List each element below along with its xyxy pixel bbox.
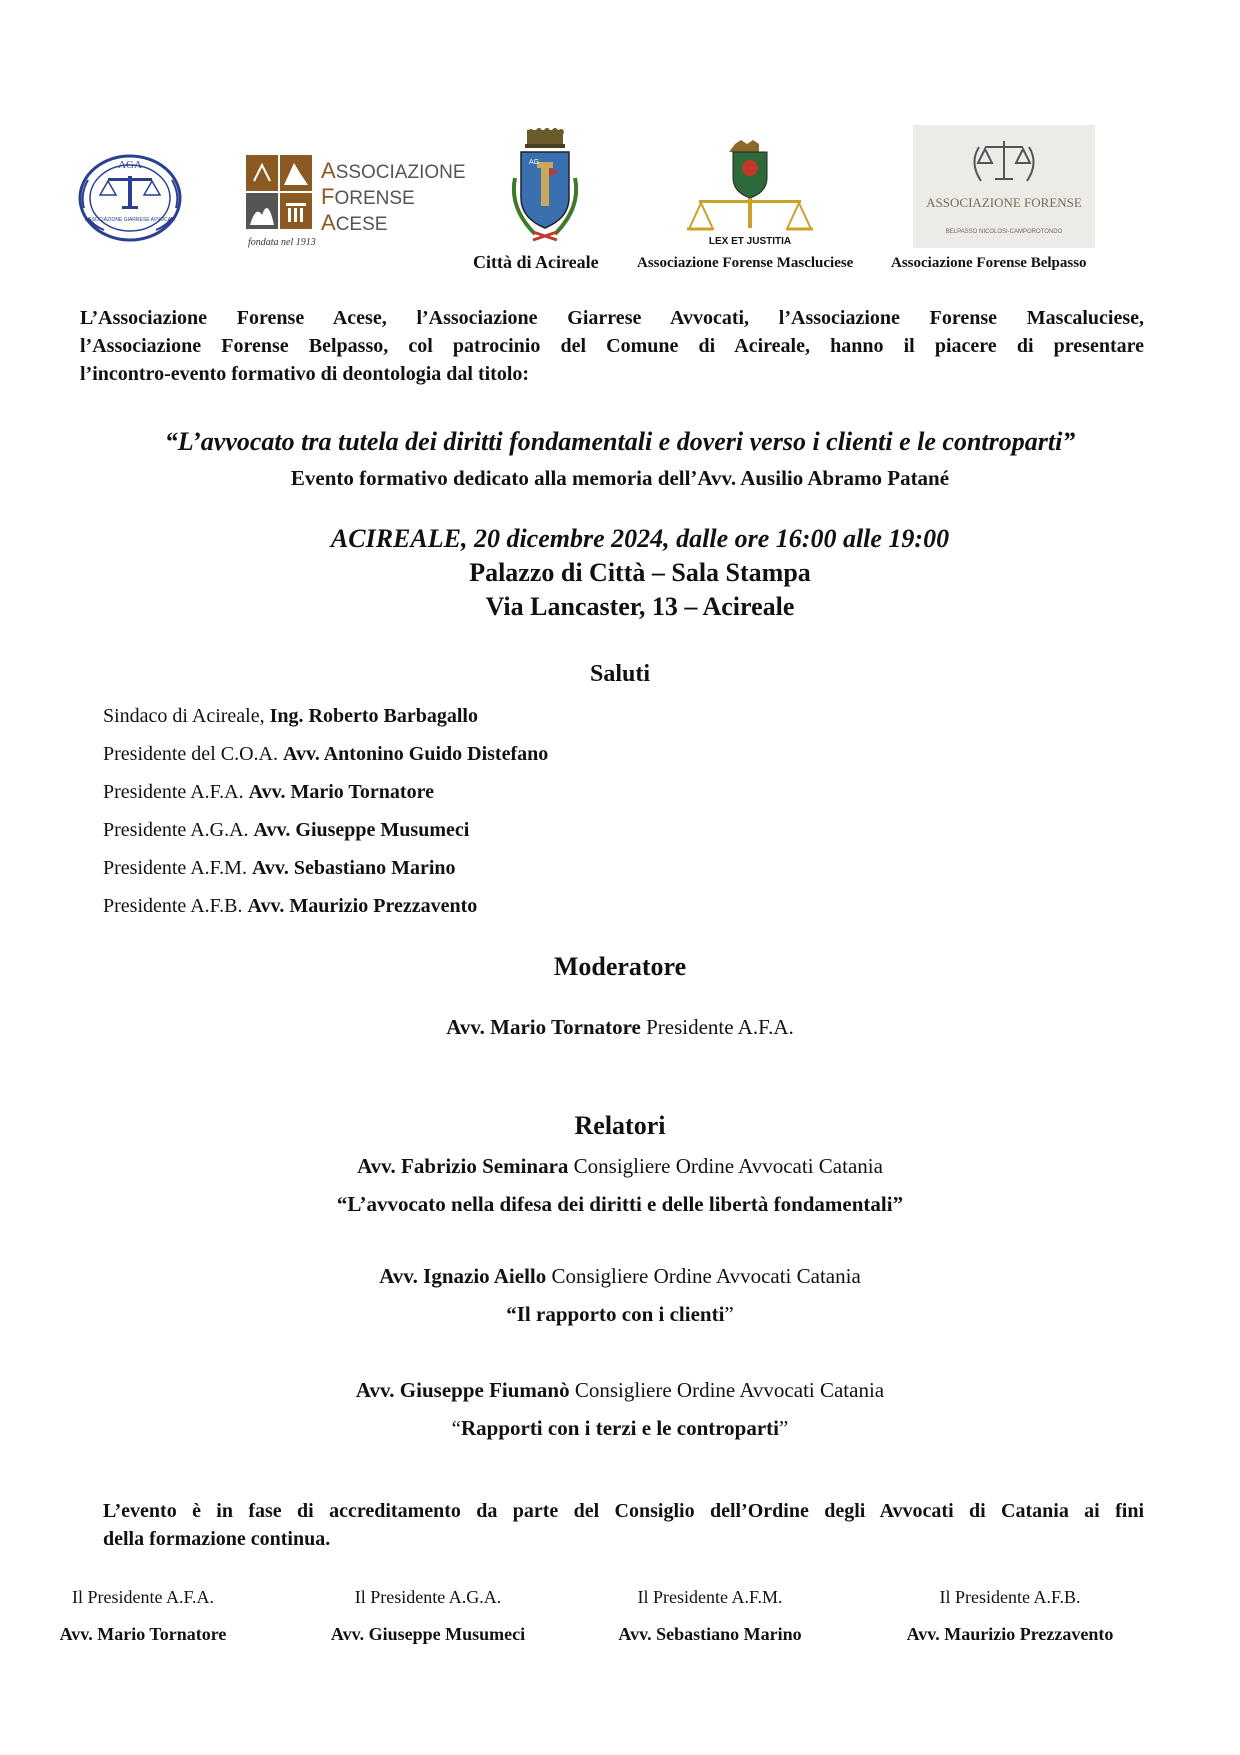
talk-title: “L’avvocato nella difesa dei diritti e delle libertà fondamentali”: [336, 1192, 904, 1216]
afa-line3: CESE: [335, 214, 388, 235]
saluti-role: Sindaco di Acireale,: [103, 705, 270, 727]
relatore-role: Consigliere Ordine Avvocati Catania: [568, 1154, 883, 1178]
relatore-talk: [0, 1302, 1240, 1327]
relatore-name: Avv. Ignazio Aiello: [379, 1264, 547, 1288]
intro-paragraph: [80, 304, 1144, 388]
saluti-name: Avv. Mario Tornatore: [248, 781, 434, 803]
afm-motto: LEX ET JUSTITIA: [708, 236, 792, 247]
afa-line2: ORENSE: [334, 188, 415, 209]
afa-initial-2: F: [321, 184, 335, 209]
caption-acireale: Città di Acireale: [473, 252, 599, 272]
intro-line-3: l’incontro-evento formativo di deontologia dal titolo:: [80, 363, 530, 385]
saluti-role: Presidente A.F.B.: [103, 895, 248, 917]
accreditamento-note: [103, 1497, 1144, 1553]
relatore-role: Consigliere Ordine Avvocati Catania: [569, 1378, 885, 1402]
saluti-item: [103, 857, 456, 880]
afa-initial-1: A: [321, 158, 336, 183]
accreditamento-line-2: della formazione continua.: [103, 1528, 331, 1550]
caption-afm: Associazione Forense Mascluciese: [637, 255, 854, 271]
logo-aga: [70, 148, 190, 248]
signature-name: Avv. Maurizio Prezzavento: [906, 1624, 1114, 1644]
logo-afa: [246, 155, 466, 250]
talk-close-quote: ”: [779, 1416, 789, 1440]
relatore-role: Consigliere Ordine Avvocati Catania: [546, 1264, 861, 1288]
intro-line-2: l’Associazione Forense Belpasso, col patrocinio del Comune di Acireale, hanno il piacere di presentare: [80, 335, 1144, 357]
talk-title: Rapporti con i terzi e le controparti: [460, 1416, 780, 1440]
event-dedication: Evento formativo dedicato alla memoria dell’Avv. Ausilio Abramo Patané: [290, 466, 950, 490]
saluti-item: [103, 895, 477, 918]
signature-name: Avv. Giuseppe Musumeci: [330, 1624, 526, 1644]
moderatore-name: Avv. Mario Tornatore: [446, 1015, 641, 1039]
signature-title: Il Presidente A.F.A.: [71, 1587, 215, 1607]
talk-title: “Il rapporto con i clienti: [506, 1302, 725, 1326]
relatore-line: [0, 1154, 1240, 1179]
afb-sub: BELPASSO NICOLOSI-CAMPOROTONDO: [945, 229, 1063, 235]
talk-close-quote: ”: [724, 1302, 734, 1326]
moderatore-line: [0, 1015, 1240, 1040]
saluti-role: Presidente A.F.M.: [103, 857, 252, 879]
relatore-name: Avv. Giuseppe Fiumanò: [355, 1378, 570, 1402]
signature-title: Il Presidente A.F.B.: [939, 1587, 1081, 1607]
event-venue: Palazzo di Città – Sala Stampa: [469, 558, 811, 587]
saluti-role: Presidente del C.O.A.: [103, 743, 283, 765]
intro-line-1: L’Associazione Forense Acese, l’Associazione Giarrese Avvocati, l’Associazione Forense Mascaluciese,: [80, 307, 1144, 329]
event-address: Via Lancaster, 13 – Acireale: [485, 592, 795, 621]
logo-acireale-crest: [505, 128, 585, 248]
saluti-item: [103, 743, 548, 766]
relatore-line: [0, 1264, 1240, 1289]
saluti-item: [103, 705, 478, 728]
aga-ring-text: ASSOCIAZIONE GIARRESE AVVOCATI: [84, 217, 176, 223]
saluti-heading: Saluti: [589, 661, 651, 687]
moderatore-role: Presidente A.F.A.: [640, 1015, 794, 1039]
saluti-role: Presidente A.F.A.: [103, 781, 249, 803]
afb-name: ASSOCIAZIONE FORENSE: [926, 195, 1082, 210]
relatore-line: [0, 1378, 1240, 1403]
aga-letters: AGA: [118, 159, 142, 171]
signature-title: Il Presidente A.G.A.: [354, 1587, 502, 1607]
moderatore-heading: Moderatore: [553, 952, 687, 981]
relatore-talk: [0, 1192, 1240, 1217]
saluti-name: Avv. Antonino Guido Distefano: [282, 743, 549, 765]
saluti-item: [103, 781, 434, 804]
signature-title: Il Presidente A.F.M.: [637, 1587, 783, 1607]
saluti-role: Presidente A.G.A.: [103, 819, 254, 841]
relatori-heading: Relatori: [574, 1111, 666, 1140]
saluti-name: Ing. Roberto Barbagallo: [269, 705, 478, 727]
saluti-name: Avv. Maurizio Prezzavento: [247, 895, 478, 917]
afa-line1: SSOCIAZIONE: [335, 162, 466, 183]
talk-open-quote: “: [451, 1416, 461, 1440]
signature-name: Avv. Sebastiano Marino: [618, 1624, 802, 1644]
logo-afb: [913, 125, 1095, 248]
signature-name: Avv. Mario Tornatore: [59, 1624, 227, 1644]
saluti-item: [103, 819, 469, 842]
acireale-badge: AG: [529, 159, 540, 166]
event-title: “L’avvocato tra tutela dei diritti fondamentali e doveri verso i clienti e le controparti”: [164, 427, 1076, 456]
relatore-name: Avv. Fabrizio Seminara: [357, 1154, 569, 1178]
event-datetime: ACIREALE, 20 dicembre 2024, dalle ore 16:00 alle 19:00: [330, 524, 950, 553]
logo-afm: [685, 140, 815, 248]
afa-initial-3: A: [321, 210, 336, 235]
relatore-talk: [0, 1416, 1240, 1441]
caption-afb: Associazione Forense Belpasso: [891, 255, 1087, 271]
accreditamento-line-1: L’evento è in fase di accreditamento da parte del Consiglio dell’Ordine degli Avvocati di Catania ai fini: [103, 1500, 1144, 1522]
saluti-name: Avv. Giuseppe Musumeci: [253, 819, 470, 841]
afa-founded: fondata nel 1913: [248, 237, 316, 248]
saluti-name: Avv. Sebastiano Marino: [251, 857, 456, 879]
